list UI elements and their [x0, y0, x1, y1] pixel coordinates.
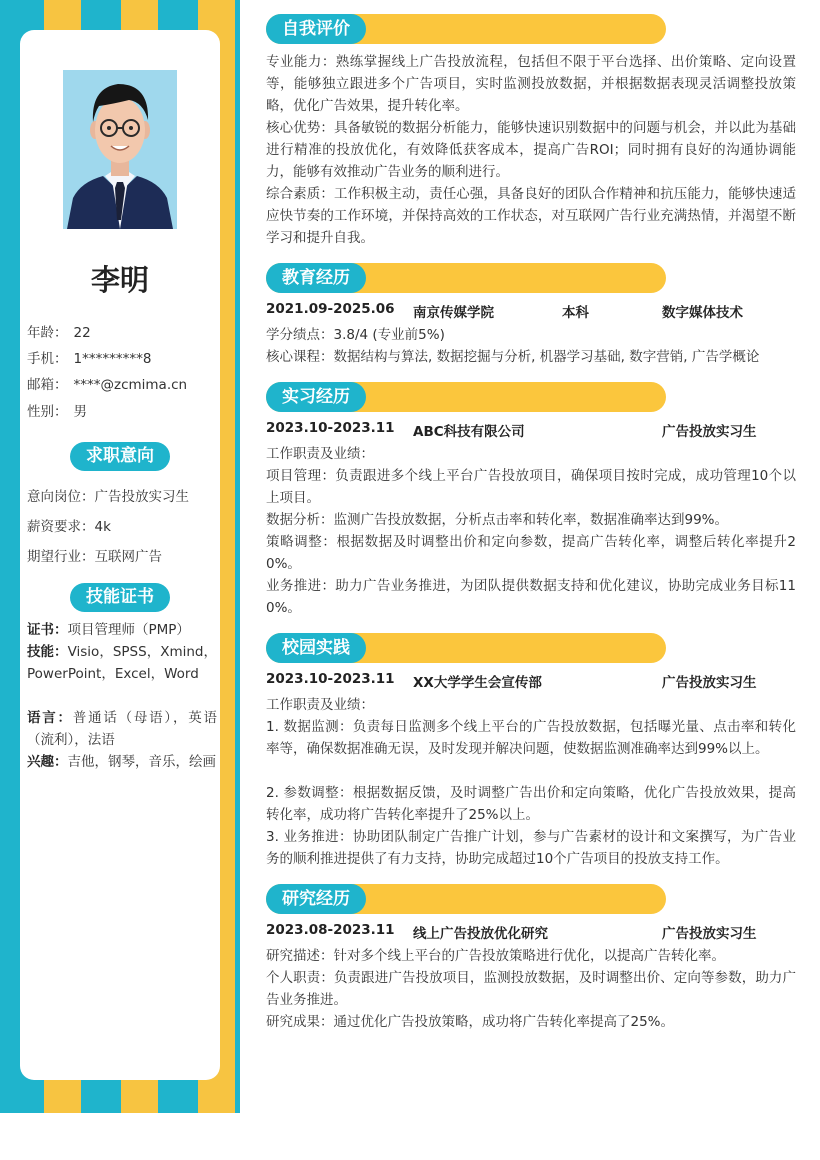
education-header: [266, 263, 666, 293]
internship-duties-heading: 工作职责及业绩：: [266, 446, 374, 462]
campus-title: 校园实践: [266, 633, 366, 663]
phone-info: [27, 347, 151, 367]
email-info: [27, 373, 187, 393]
research-topic: 线上广告投放优化研究: [413, 926, 548, 942]
age-label: 年龄：: [27, 325, 68, 341]
skills-heading: 技能证书: [70, 583, 170, 612]
research-role: 广告投放实习生: [662, 926, 757, 942]
research-summary-row: [266, 922, 796, 944]
hobby-value: 吉他，钢琴，音乐，绘画: [67, 754, 216, 770]
gender-label: 性别：: [27, 404, 68, 420]
industry-value: 互联网广告: [94, 549, 162, 565]
position-info: [27, 485, 189, 505]
internship-business: 业务推进：助力广告业务推进，为团队提供数据支持和优化建议，协助完成业务目标110%。: [266, 578, 796, 616]
research-header: [266, 884, 666, 914]
phone-value: 1*********8: [73, 351, 152, 367]
education-period: 2021.09-2025.06: [266, 301, 395, 317]
salary-value: 4k: [94, 519, 111, 535]
sidebar: [0, 0, 240, 1113]
email-label: 邮箱：: [27, 377, 68, 393]
self-eval-strength: 核心优势：具备敏锐的数据分析能力，能够快速识别数据中的问题与机会，并以此为基础进行精准的投放优化，有效降低获客成本，提高广告ROI；同时拥有良好的沟通协调能力，能够有效推动广告业务的顺利进行。: [266, 120, 796, 180]
skill-certificate: [27, 619, 217, 641]
phone-label: 手机：: [27, 351, 68, 367]
campus-duties-heading: 工作职责及业绩：: [266, 697, 374, 713]
internship-title: 实习经历: [266, 382, 366, 412]
certificate-value: 项目管理师（PMP）: [67, 622, 190, 638]
campus-summary-row: [266, 671, 796, 693]
campus-header: [266, 633, 666, 663]
research-result: 研究成果：通过优化广告投放策略，成功将广告转化率提高了25%。: [266, 1014, 675, 1030]
industry-label: 期望行业：: [27, 549, 95, 565]
campus-business: 3. 业务推进：协助团队制定广告推广计划，参与广告素材的设计和文案撰写，为广告业务的顺利推进提供了有力支持，协助完成超过10个广告项目的投放支持工作。: [266, 829, 796, 867]
internship-period: 2023.10-2023.11: [266, 420, 395, 436]
self-evaluation-title: 自我评价: [266, 14, 366, 44]
job-intention-heading: 求职意向: [70, 442, 170, 471]
avatar: [63, 70, 177, 229]
internship-summary-row: [266, 420, 796, 442]
gender-value: 男: [73, 404, 87, 420]
research-responsibility: 个人职责：负责跟进广告投放项目，监测投放数据，及时调整出价、定向等参数，助力广告业务推进。: [266, 970, 796, 1008]
self-eval-professional: 专业能力：熟练掌握线上广告投放流程，包括但不限于平台选择、出价策略、定向设置等，能够独立跟进多个广告项目，实时监测投放数据，并根据数据表现灵活调整投放策略，优化广告效果，提升转化率。: [266, 54, 796, 114]
position-label: 意向岗位：: [27, 489, 95, 505]
education-school: 南京传媒学院: [413, 305, 494, 321]
internship-header: [266, 382, 666, 412]
skill-hobby: [27, 751, 217, 773]
skill-tech: [27, 641, 217, 685]
candidate-name: 李明: [90, 263, 149, 297]
internship-data-analysis: 数据分析：监测广告投放数据，分析点击率和转化率，数据准确率达到99%。: [266, 512, 729, 528]
language-value: 普通话（母语），英语（流利），法语: [27, 710, 217, 748]
gender-info: [27, 400, 87, 420]
self-eval-quality: 综合素质：工作积极主动，责任心强，具备良好的团队合作精神和抗压能力，能够快速适应快节奏的工作环境，并保持高效的工作状态，对互联网广告行业充满热情，并渴望不断学习和提升自我。: [266, 186, 796, 246]
education-summary-row: [266, 301, 796, 323]
email-value: ****@zcmima.cn: [73, 377, 188, 393]
language-label: 语言：: [27, 710, 73, 726]
age-info: [27, 321, 91, 341]
tech-value: Visio，SPSS，Xmind，PowerPoint，Excel，Word: [27, 644, 218, 682]
profile-card: [20, 30, 220, 1080]
portrait-image: [63, 70, 177, 229]
education-degree: 本科: [562, 305, 589, 321]
internship-strategy: 策略调整：根据数据及时调整出价和定向参数，提高广告转化率，调整后转化率提升20%。: [266, 534, 796, 572]
research-description: 研究描述：针对多个线上平台的广告投放策略进行优化，以提高广告转化率。: [266, 948, 725, 964]
campus-parameter-adjust: 2. 参数调整：根据数据反馈，及时调整广告出价和定向策略，优化广告投放效果，提高转化率，成功将广告转化率提升了25%以上。: [266, 785, 796, 823]
tech-label: 技能：: [27, 644, 68, 660]
position-value: 广告投放实习生: [94, 489, 189, 505]
research-period: 2023.08-2023.11: [266, 922, 395, 938]
certificate-label: 证书：: [27, 622, 68, 638]
internship-role: 广告投放实习生: [662, 424, 757, 440]
hobby-label: 兴趣：: [27, 754, 68, 770]
internship-project-management: 项目管理：负责跟进多个线上平台广告投放项目，确保项目按时完成，成功管理10个以上项目。: [266, 468, 796, 506]
internship-company: ABC科技有限公司: [413, 424, 525, 440]
campus-org: XX大学学生会宣传部: [413, 675, 542, 691]
age-value: 22: [73, 325, 91, 341]
self-evaluation-header: [266, 14, 666, 44]
skill-language: [27, 707, 217, 751]
education-gpa: 学分绩点：3.8/4 (专业前5%): [266, 327, 445, 343]
education-courses: 核心课程：数据结构与算法, 数据挖掘与分析, 机器学习基础, 数字营销, 广告学概论: [266, 349, 760, 365]
education-title: 教育经历: [266, 263, 366, 293]
campus-data-monitoring: 1. 数据监测：负责每日监测多个线上平台的广告投放数据，包括曝光量、点击率和转化率等，确保数据准确无误，及时发现并解决问题，使数据监测准确率达到99%以上。: [266, 719, 796, 757]
research-title: 研究经历: [266, 884, 366, 914]
campus-period: 2023.10-2023.11: [266, 671, 395, 687]
education-major: 数字媒体技术: [662, 305, 743, 321]
salary-label: 薪资要求：: [27, 519, 95, 535]
industry-info: [27, 545, 162, 565]
salary-info: [27, 515, 111, 535]
campus-role: 广告投放实习生: [662, 675, 757, 691]
